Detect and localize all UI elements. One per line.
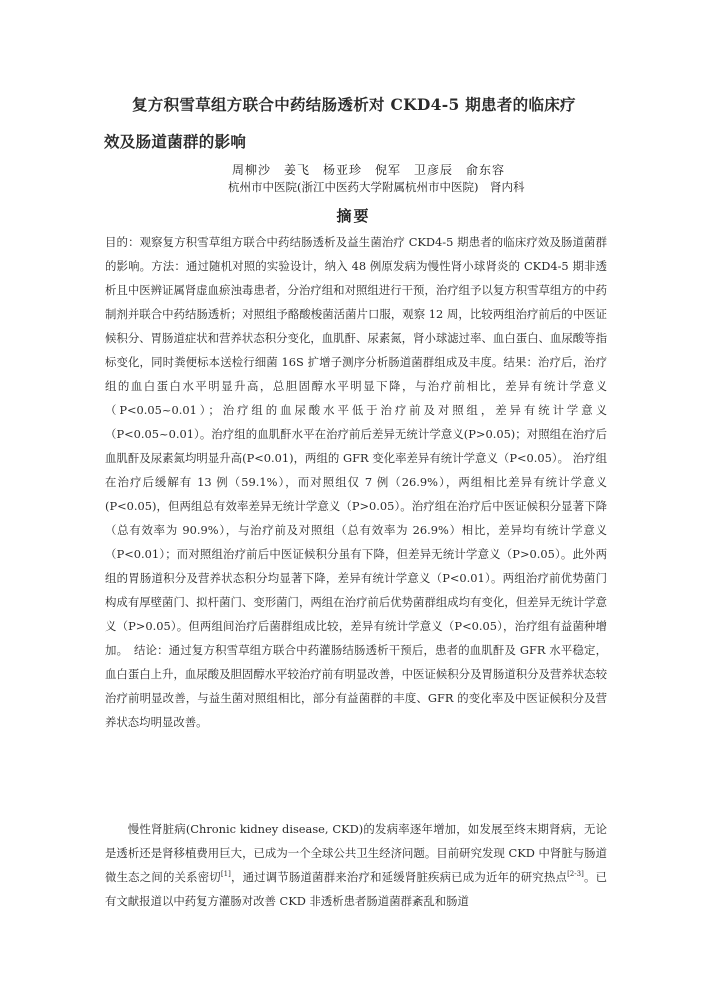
- result-text: 治疗后，治疗组的血白蛋白水平明显升高，总胆固醇水平明显下降，与治疗前相比，差异有统计学意义（P<0.05~0.01）；治疗组的血尿酸水平低于治疗前及对照组，差异有统计学意义（P<0.05~0.01）。治疗组的血肌酐水平在治疗前后差异无统计学意义(P>0.05)；对照组在治疗后血肌酐及尿素氮均明显升高(P<0.01)，两组的 GFR 变化率差异有统计学意义（P<0.05）。 治疗组在治疗后缓解有 13 例（59.1%），而对照组仅 7 例（26.9%），两组相比差异有统计学意义(P<0.05)，但两组总有效率差异无统计学意义（P>0.05）。治疗组在治疗后中医证候积分显著下降（总有效率为 90.9%），与治疗前及对照组（总有效率为 26.9%）相比，差异均有统计学意义（P<0.01）；而对照组治疗前后中医证候积分虽有下降，但差异无统计学意义（P>0.05）。此外两组的胃肠道积分及营养状态积分均显著下降，差异有统计学意义（P<0.01）。两组治疗前优势菌门构成有厚壁菌门、拟杆菌门、变形菌门，两组在治疗前后优势菌群组成均有变化，但差异无统计学意义（P>0.05）。但两组间治疗后菌群组成比较，差异有统计学意义（P<0.05），治疗组有益菌种增加。: [105, 355, 607, 657]
- result-label: 结果：: [503, 355, 538, 369]
- paper-title-line-2: 效及肠道菌群的影响: [104, 132, 247, 151]
- affiliation: 杭州市中医院(浙江中医药大学附属杭州市中医院) 肾内科: [228, 180, 525, 194]
- intro-text-1: 慢性肾脏病(Chronic kidney disease, CKD)的发病率逐年增加，如发展至终末期肾病，无论是透析还是肾移植费用巨大，已成为一个全球公共卫生经济问题。目前研究发现 CKD 中肾脏与肠道微生态之间的关系密切: [105, 822, 607, 884]
- citation-2: [2-3]: [567, 870, 584, 879]
- method-text: 通过随机对照的实验设计，纳入 48 例原发病为慢性肾小球肾炎的 CKD4-5 期非透析且中医辨证属肾虚血瘀浊毒患者，分治疗组和对照组进行干预，治疗组予以复方积雪草组方的中药制剂并联合中药结肠透析；对照组予酪酸梭菌活菌片口服，观察 12 周，比较两组治疗前后的中医证候积分、胃肠道症状和营养状态积分变化，血肌酐、尿素氮，肾小球滤过率、血白蛋白、血尿酸等指标变化，同时粪便标本送检行细菌 16S 扩增子测序分析肠道菌群组成及丰度。: [105, 259, 607, 369]
- introduction-paragraph: [105, 817, 607, 913]
- intro-text-3: 。已有文献报道以中药复方灌肠对改善 CKD 非透析患者肠道菌群紊乱和肠道: [105, 870, 607, 908]
- objective-text: 观察复方积雪草组方联合中药结肠透析及益生菌治疗 CKD4-5 期患者的临床疗效及肠道菌群的影响。: [105, 235, 607, 273]
- citation-1: [1]: [220, 870, 231, 879]
- method-label: 方法：: [151, 259, 186, 273]
- abstract-heading: 摘要: [336, 207, 371, 225]
- author-list: 周柳沙 姜飞 杨亚珍 倪军 卫彦辰 俞东容: [232, 163, 506, 177]
- paper-title-line-1: 复方积雪草组方联合中药结肠透析对 CKD4-5 期患者的临床疗: [132, 95, 576, 114]
- conclusion-text: 通过复方积雪草组方联合中药灌肠结肠透析干预后，患者的血肌酐及 GFR 水平稳定，血白蛋白上升，血尿酸及胆固醇水平较治疗前有明显改善，中医证候积分及胃肠道积分及营养状态较治疗前明显改善，与益生菌对照组相比，部分有益菌群的丰度、GFR 的变化率及中医证候积分及营养状态均明显改善。: [105, 643, 607, 729]
- objective-label: 目的：: [105, 235, 140, 249]
- intro-text-2: ，通过调节肠道菌群来治疗和延缓肾脏疾病已成为近年的研究热点: [230, 870, 568, 884]
- conclusion-label: 结论：: [134, 643, 169, 657]
- abstract-body: [105, 230, 607, 734]
